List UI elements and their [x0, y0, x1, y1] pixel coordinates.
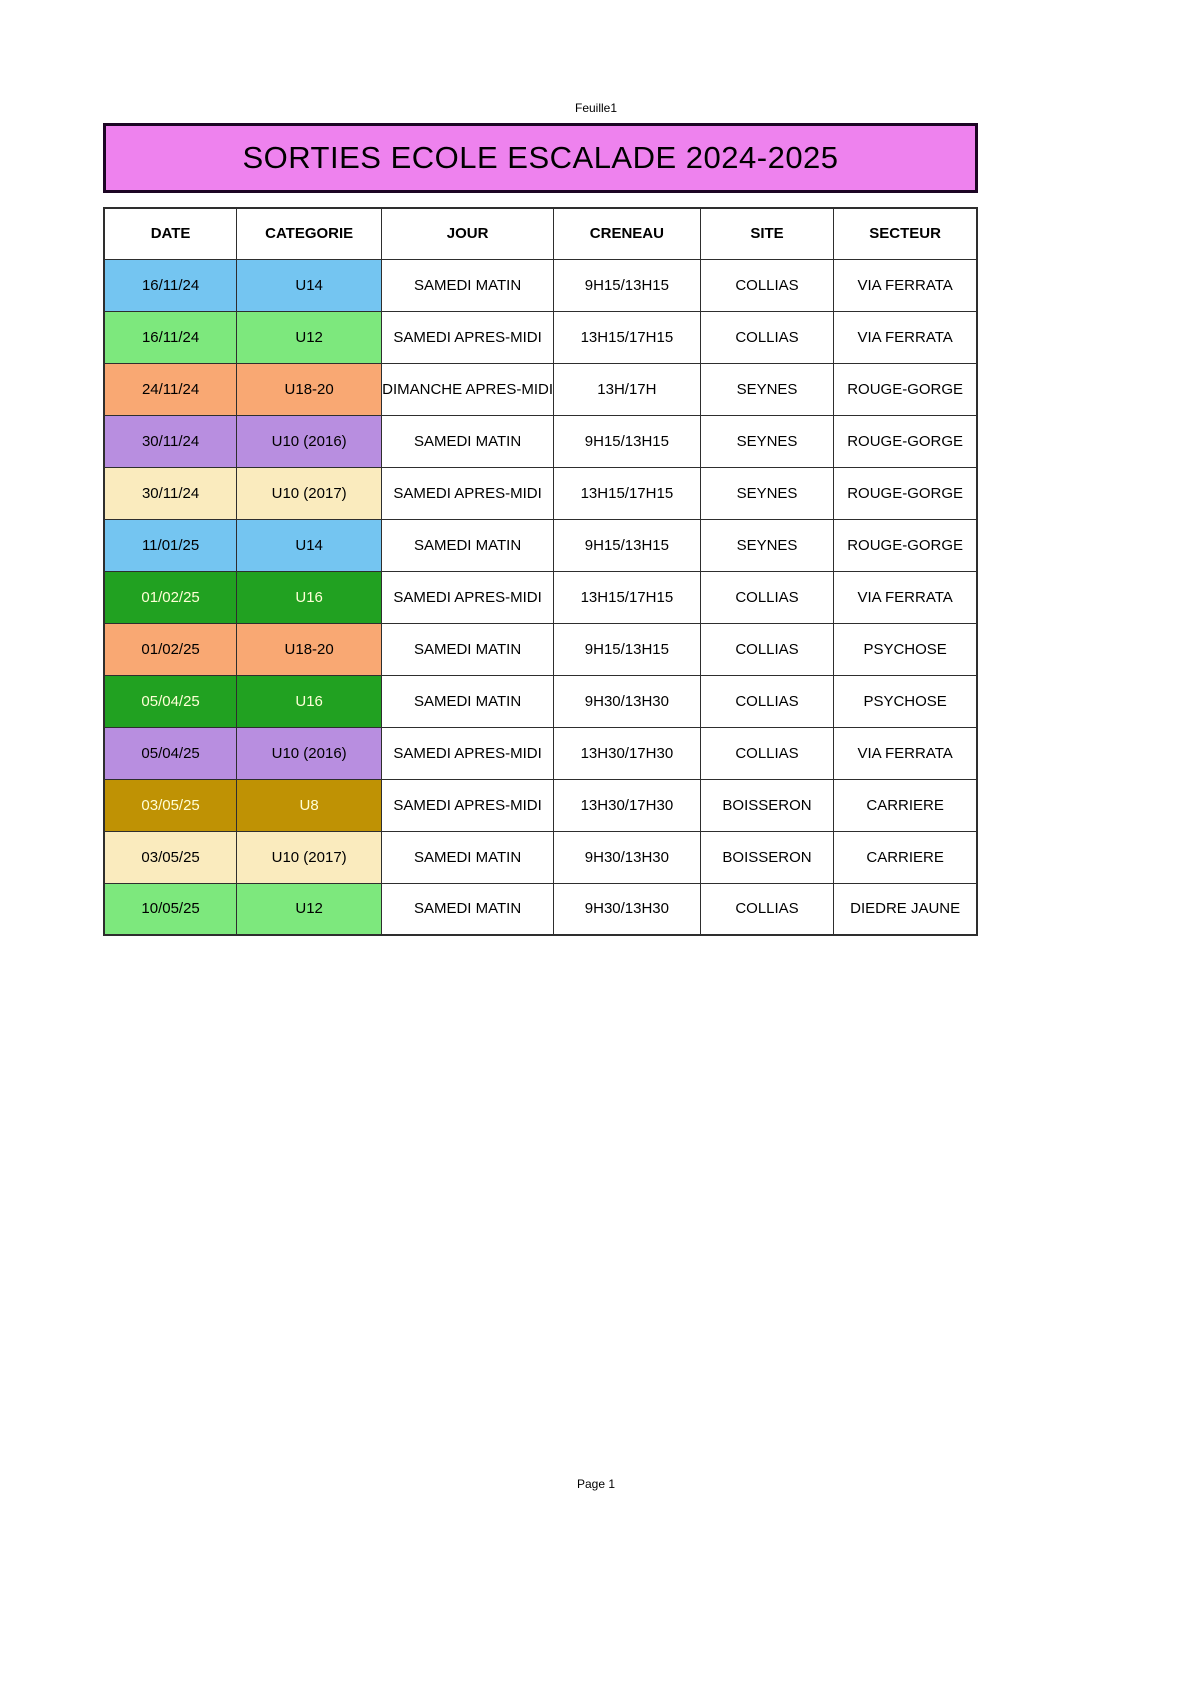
- cell-date: 05/04/25: [104, 727, 237, 779]
- cell-creneau: 13H/17H: [554, 363, 701, 415]
- cell-jour: SAMEDI MATIN: [382, 519, 554, 571]
- column-header-jour: JOUR: [382, 208, 554, 259]
- cell-creneau: 13H15/17H15: [554, 311, 701, 363]
- cell-jour: SAMEDI MATIN: [382, 415, 554, 467]
- table-row: [104, 675, 977, 727]
- cell-creneau: 9H15/13H15: [554, 519, 701, 571]
- table-row: [104, 727, 977, 779]
- cell-categorie: U14: [237, 259, 382, 311]
- column-header-creneau: CRENEAU: [554, 208, 701, 259]
- cell-date: 16/11/24: [104, 311, 237, 363]
- cell-date: 03/05/25: [104, 831, 237, 883]
- cell-secteur: VIA FERRATA: [834, 311, 977, 363]
- cell-jour: SAMEDI APRES-MIDI: [382, 779, 554, 831]
- cell-date: 16/11/24: [104, 259, 237, 311]
- column-header-secteur: SECTEUR: [834, 208, 977, 259]
- cell-date: 24/11/24: [104, 363, 237, 415]
- cell-site: COLLIAS: [700, 675, 834, 727]
- cell-categorie: U14: [237, 519, 382, 571]
- column-header-categorie: CATEGORIE: [237, 208, 382, 259]
- table-row: [104, 363, 977, 415]
- cell-secteur: ROUGE-GORGE: [834, 363, 977, 415]
- cell-jour: SAMEDI APRES-MIDI: [382, 467, 554, 519]
- table-row: [104, 311, 977, 363]
- table-row: [104, 831, 977, 883]
- cell-categorie: U8: [237, 779, 382, 831]
- cell-jour: SAMEDI MATIN: [382, 623, 554, 675]
- cell-categorie: U18-20: [237, 623, 382, 675]
- cell-date: 11/01/25: [104, 519, 237, 571]
- cell-creneau: 9H30/13H30: [554, 675, 701, 727]
- table-row: [104, 883, 977, 935]
- cell-creneau: 13H30/17H30: [554, 727, 701, 779]
- cell-creneau: 9H15/13H15: [554, 623, 701, 675]
- column-header-site: SITE: [700, 208, 834, 259]
- cell-site: COLLIAS: [700, 259, 834, 311]
- cell-jour: SAMEDI MATIN: [382, 675, 554, 727]
- cell-site: SEYNES: [700, 467, 834, 519]
- cell-creneau: 9H30/13H30: [554, 883, 701, 935]
- cell-creneau: 13H30/17H30: [554, 779, 701, 831]
- cell-site: COLLIAS: [700, 311, 834, 363]
- cell-site: COLLIAS: [700, 727, 834, 779]
- page-number-label: Page 1: [576, 1477, 616, 1491]
- cell-categorie: U16: [237, 571, 382, 623]
- cell-date: 01/02/25: [104, 571, 237, 623]
- cell-categorie: U12: [237, 883, 382, 935]
- cell-site: COLLIAS: [700, 571, 834, 623]
- cell-secteur: CARRIERE: [834, 779, 977, 831]
- table-row: [104, 259, 977, 311]
- cell-site: SEYNES: [700, 519, 834, 571]
- cell-categorie: U10 (2016): [237, 415, 382, 467]
- cell-secteur: ROUGE-GORGE: [834, 415, 977, 467]
- cell-jour: SAMEDI APRES-MIDI: [382, 311, 554, 363]
- table-row: [104, 519, 977, 571]
- table-row: [104, 571, 977, 623]
- sheet-name-label: Feuille1: [574, 101, 618, 115]
- cell-date: 05/04/25: [104, 675, 237, 727]
- cell-secteur: DIEDRE JAUNE: [834, 883, 977, 935]
- cell-secteur: ROUGE-GORGE: [834, 519, 977, 571]
- cell-creneau: 9H15/13H15: [554, 415, 701, 467]
- cell-date: 30/11/24: [104, 467, 237, 519]
- cell-categorie: U18-20: [237, 363, 382, 415]
- cell-creneau: 9H15/13H15: [554, 259, 701, 311]
- cell-site: SEYNES: [700, 415, 834, 467]
- cell-creneau: 13H15/17H15: [554, 571, 701, 623]
- cell-categorie: U12: [237, 311, 382, 363]
- page-title: SORTIES ECOLE ESCALADE 2024-2025: [242, 140, 839, 175]
- table-row: [104, 415, 977, 467]
- cell-secteur: PSYCHOSE: [834, 675, 977, 727]
- table-row: [104, 779, 977, 831]
- cell-date: 01/02/25: [104, 623, 237, 675]
- cell-categorie: U10 (2017): [237, 467, 382, 519]
- cell-secteur: ROUGE-GORGE: [834, 467, 977, 519]
- cell-categorie: U10 (2017): [237, 831, 382, 883]
- cell-secteur: CARRIERE: [834, 831, 977, 883]
- cell-date: 30/11/24: [104, 415, 237, 467]
- table-row: [104, 467, 977, 519]
- cell-site: BOISSERON: [700, 831, 834, 883]
- cell-date: 03/05/25: [104, 779, 237, 831]
- cell-secteur: VIA FERRATA: [834, 727, 977, 779]
- cell-site: BOISSERON: [700, 779, 834, 831]
- cell-jour: DIMANCHE APRES-MIDI: [382, 363, 554, 415]
- cell-secteur: PSYCHOSE: [834, 623, 977, 675]
- cell-jour: SAMEDI APRES-MIDI: [382, 727, 554, 779]
- table-header-row: [104, 208, 977, 259]
- column-header-date: DATE: [104, 208, 237, 259]
- title-banner: [103, 123, 978, 193]
- table-row: [104, 623, 977, 675]
- cell-jour: SAMEDI MATIN: [382, 831, 554, 883]
- cell-categorie: U10 (2016): [237, 727, 382, 779]
- cell-jour: SAMEDI MATIN: [382, 883, 554, 935]
- cell-categorie: U16: [237, 675, 382, 727]
- cell-secteur: VIA FERRATA: [834, 259, 977, 311]
- cell-site: COLLIAS: [700, 883, 834, 935]
- cell-secteur: VIA FERRATA: [834, 571, 977, 623]
- cell-jour: SAMEDI APRES-MIDI: [382, 571, 554, 623]
- cell-creneau: 9H30/13H30: [554, 831, 701, 883]
- cell-site: COLLIAS: [700, 623, 834, 675]
- cell-date: 10/05/25: [104, 883, 237, 935]
- cell-jour: SAMEDI MATIN: [382, 259, 554, 311]
- schedule-table: [103, 207, 978, 936]
- cell-creneau: 13H15/17H15: [554, 467, 701, 519]
- cell-site: SEYNES: [700, 363, 834, 415]
